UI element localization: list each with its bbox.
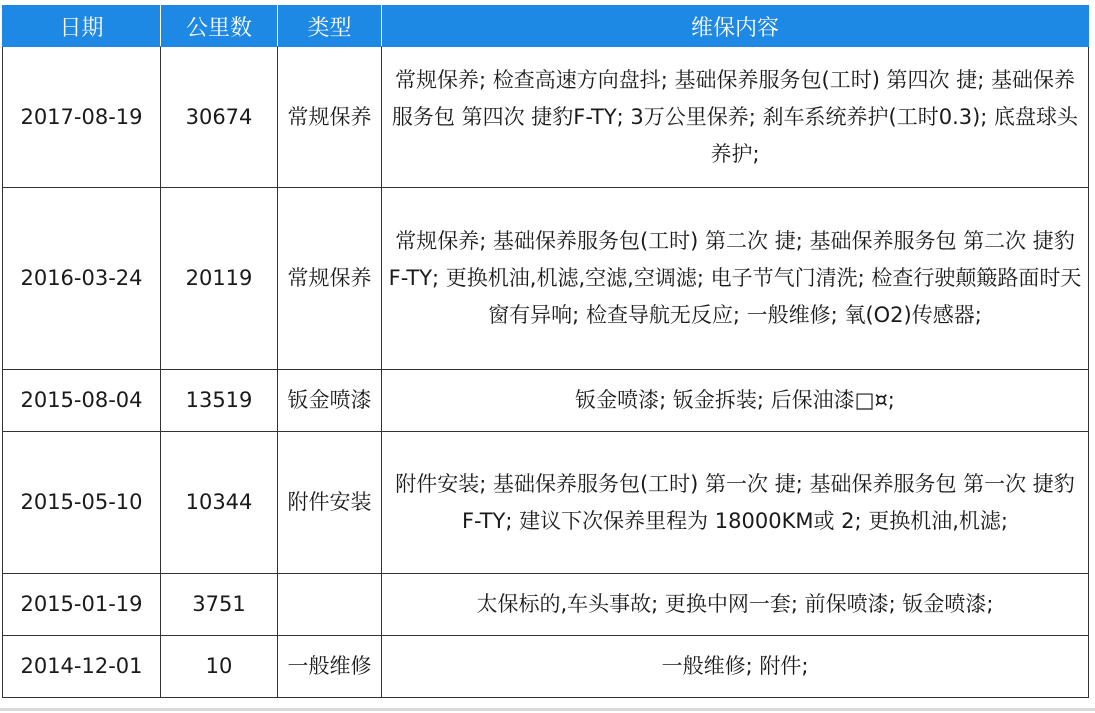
cell-type: 常规保养 [278,188,382,370]
header-date: 日期 [3,6,161,47]
header-mileage: 公里数 [161,6,278,47]
cell-date: 2014-12-01 [3,636,161,698]
table-body [3,47,1089,698]
cell-mileage: 20119 [161,188,278,370]
cell-content: 常规保养; 基础保养服务包(工时) 第二次 捷; 基础保养服务包 第二次 捷豹F-TY; 更换机油,机滤,空滤,空调滤; 电子节气门清洗; 检查行驶颠簸路面时天窗有异响; 检查导航无反应; 一般维修; 氧(O2)传感器; [382,188,1089,370]
cell-mileage: 10 [161,636,278,698]
cell-content: 太保标的,车头事故; 更换中网一套; 前保喷漆; 钣金喷漆; [382,574,1089,636]
cell-content: 附件安装; 基础保养服务包(工时) 第一次 捷; 基础保养服务包 第一次 捷豹F-TY; 建议下次保养里程为 18000KM或 2; 更换机油,机滤; [382,432,1089,574]
cell-mileage: 13519 [161,370,278,432]
cell-date: 2015-05-10 [3,432,161,574]
table-header [3,6,1089,47]
cell-date: 2015-08-04 [3,370,161,432]
cell-content: 一般维修; 附件; [382,636,1089,698]
header-row [3,6,1089,47]
table-row [3,188,1089,370]
cell-type: 常规保养 [278,47,382,188]
cell-date: 2015-01-19 [3,574,161,636]
cell-date: 2016-03-24 [3,188,161,370]
cell-type: 一般维修 [278,636,382,698]
cell-type: 附件安装 [278,432,382,574]
cell-date: 2017-08-19 [3,47,161,188]
table-row [3,574,1089,636]
bottom-divider [0,708,1095,711]
header-content: 维保内容 [382,6,1089,47]
table-row [3,47,1089,188]
table-row [3,370,1089,432]
cell-type: 钣金喷漆 [278,370,382,432]
header-type: 类型 [278,6,382,47]
maintenance-records-table [2,5,1089,698]
cell-content: 钣金喷漆; 钣金拆装; 后保油漆□¤; [382,370,1089,432]
cell-mileage: 30674 [161,47,278,188]
cell-type [278,574,382,636]
table-row [3,432,1089,574]
cell-mileage: 3751 [161,574,278,636]
cell-mileage: 10344 [161,432,278,574]
table-row [3,636,1089,698]
cell-content: 常规保养; 检查高速方向盘抖; 基础保养服务包(工时) 第四次 捷; 基础保养服务包 第四次 捷豹F-TY; 3万公里保养; 刹车系统养护(工时0.3); 底盘球头养护; [382,47,1089,188]
maintenance-table-container [2,5,1089,698]
